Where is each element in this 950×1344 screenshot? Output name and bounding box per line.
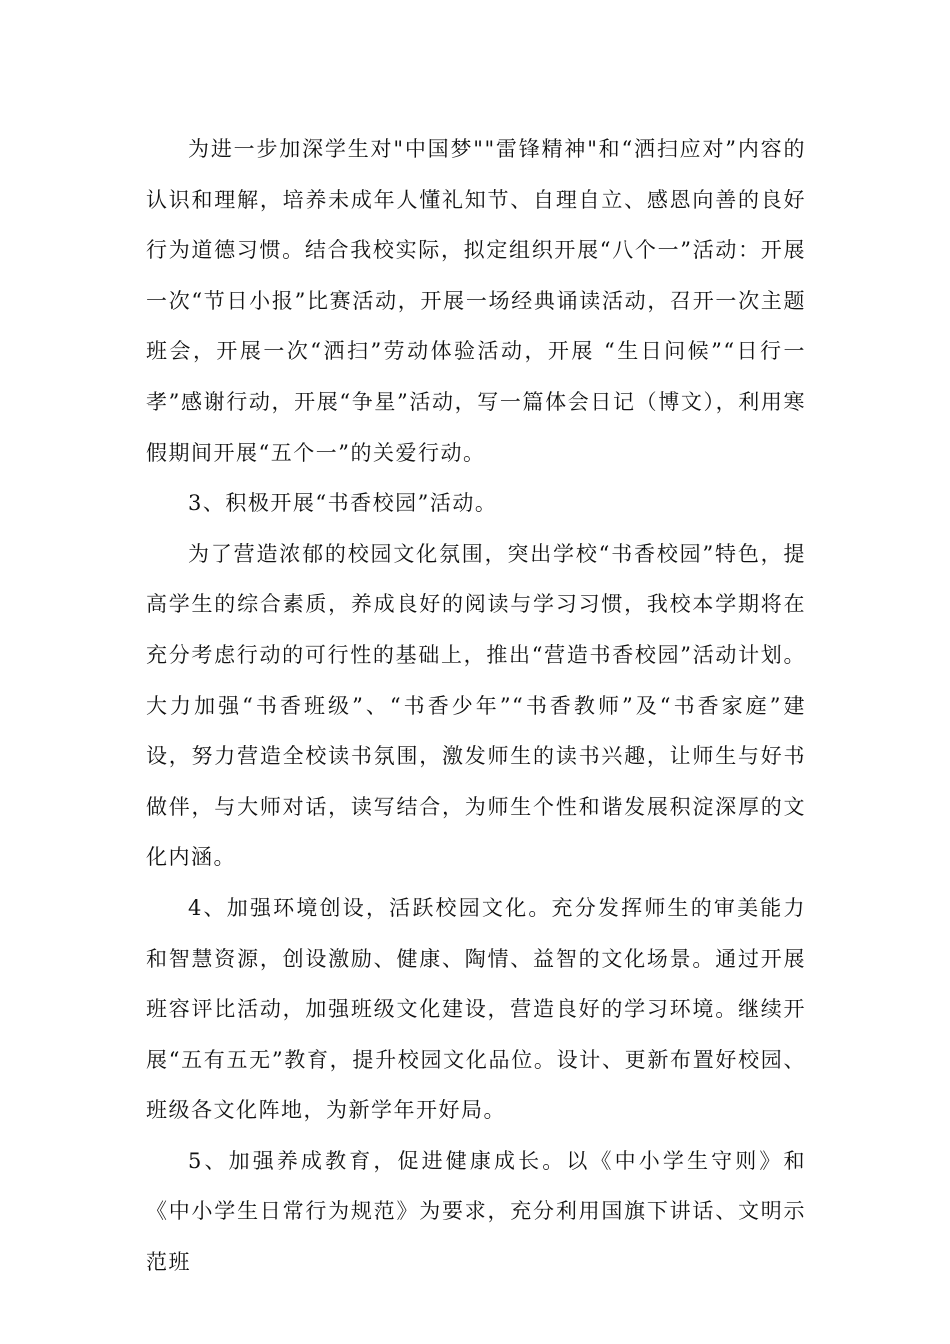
paragraph-habit-education: 5、加强养成教育，促进健康成长。以《中小学生守则》和《中小学生日常行为规范》为要求，充分利用国旗下讲话、文明示范班	[146, 1148, 806, 1275]
document-body	[146, 124, 806, 1288]
heading-book-campus: 3、积极开展“书香校园”活动。	[188, 491, 498, 516]
paragraph-eight-activities: 为进一步加深学生对"中国梦""雷锋精神"和“洒扫应对”内容的认识和理解，培养未成年人懂礼知节、自理自立、感恩向善的良好行为道德习惯。结合我校实际，拟定组织开展“八个一”活动：开展一次“节日小报”比赛活动，开展一场经典诵读活动，召开一次主题班会，开展一次“洒扫”劳动体验活动，开展 “生日问候”“日行一孝”感谢行动，开展“争星”活动，写一篇体会日记（博文），利用寒假期间开展“五个一”的关爱行动。	[146, 137, 806, 465]
paragraph-book-campus: 为了营造浓郁的校园文化氛围，突出学校“书香校园”特色，提高学生的综合素质，养成良好的阅读与学习习惯，我校本学期将在充分考虑行动的可行性的基础上，推出“营造书香校园”活动计划。大力加强“书香班级”、“书香少年”“书香教师”及“书香家庭”建设，努力营造全校读书氛围，激发师生的读书兴趣，让师生与好书做伴，与大师对话，读写结合，为师生个性和谐发展积淀深厚的文化内涵。	[146, 541, 806, 870]
paragraph-environment-culture: 4、加强环境创设，活跃校园文化。充分发挥师生的审美能力和智慧资源，创设激励、健康、陶情、益智的文化场景。通过开展班容评比活动，加强班级文化建设，营造良好的学习环境。继续开展“五有五无”教育，提升校园文化品位。设计、更新布置好校园、班级各文化阵地，为新学年开好局。	[146, 895, 806, 1123]
